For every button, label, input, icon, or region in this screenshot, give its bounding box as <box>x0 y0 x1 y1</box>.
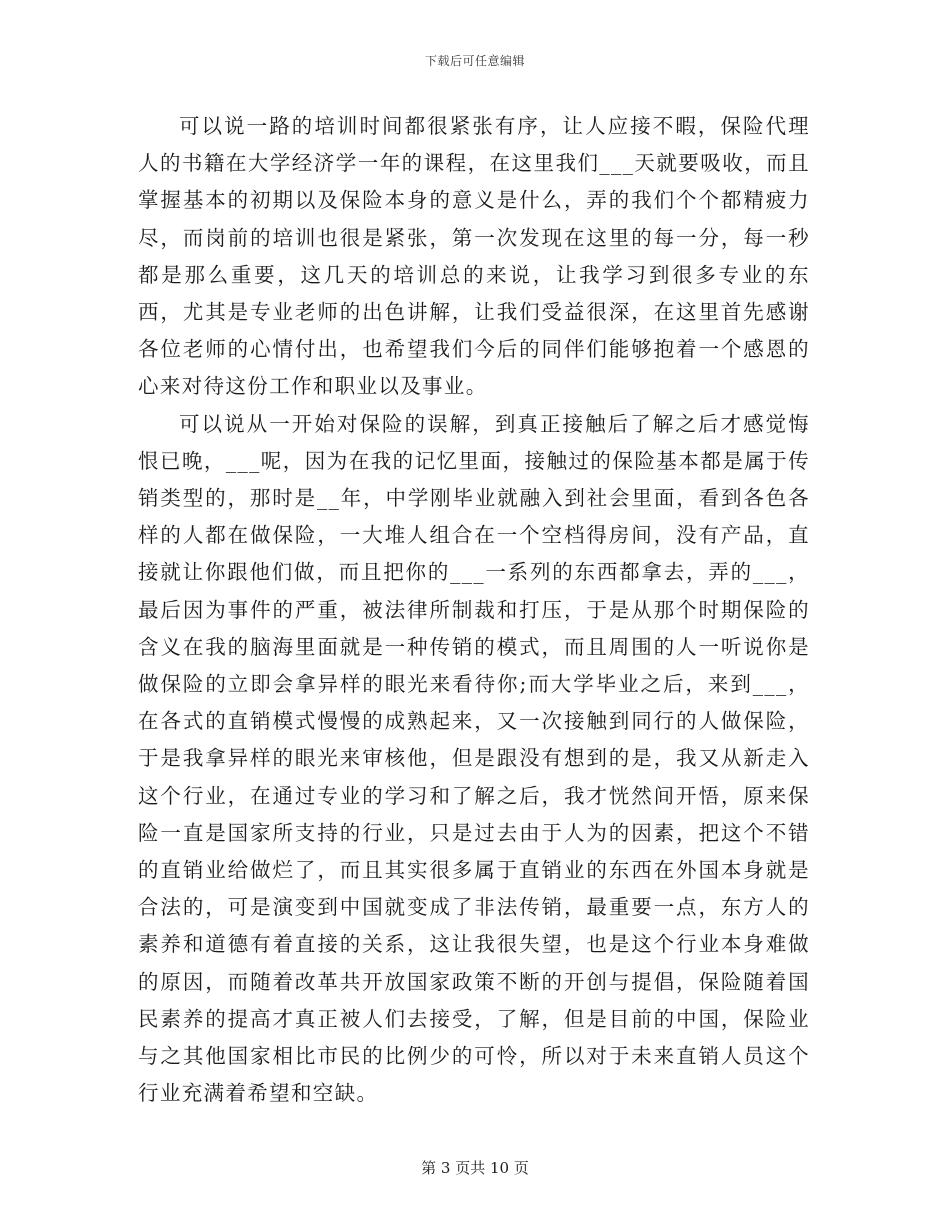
paragraph-1: 可以说一路的培训时间都很紧张有序，让人应接不暇，保险代理人的书籍在大学经济学一年的课程，在这里我们___天就要吸收，而且掌握基本的初期以及保险本身的意义是什么，弄的我们个个都精疲力尽，而岗前的培训也很是紧张，第一次发现在这里的每一分，每一秒都是那么重要，这几天的培训总的来说，让我学习到很多专业的东西，尤其是专业老师的出色讲解，让我们受益很深，在这里首先感谢各位老师的心情付出，也希望我们今后的同伴们能够抱着一个感恩的心来对待这份工作和职业以及事业。 <box>138 114 810 399</box>
paragraph-2: 可以说从一开始对保险的误解，到真正接触后了解之后才感觉悔恨已晚，___呢，因为在我的记忆里面，接触过的保险基本都是属于传销类型的，那时是__年，中学刚毕业就融入到社会里面，看到各色各样的人都在做保险，一大堆人组合在一个空档得房间，没有产品，直接就让你跟他们做，而且把你的___一系列的东西都拿去，弄的___，最后因为事件的严重，被法律所制裁和打压，于是从那个时期保险的含义在我的脑海里面就是一种传销的模式，而且周围的人一听说你是做保险的立即会拿异样的眼光来看待你;而大学毕业之后，来到___，在各式的直销模式慢慢的成熟起来，又一次接触到同行的人做保险，于是我拿异样的眼光来审核他，但是跟没有想到的是，我又从新走入这个行业，在通过专业的学习和了解之后，我才恍然间开悟，原来保险一直是国家所支持的行业，只是过去由于人为的因素，把这个不错的直销业给做烂了，而且其实很多属于直销业的东西在外国本身就是合法的，可是演变到中国就变成了非法传销，最重要一点，东方人的素养和道德有着直接的关系，这让我很失望，也是这个行业本身难做的原因，而随着改革共开放国家政策不断的开创与提倡，保险随着国民素养的提高才真正被人们去接受，了解，但是目前的中国，保险业与之其他国家相比市民的比例少的可怜，所以对于未来直销人员这个行业充满着希望和空缺。 <box>138 411 810 1106</box>
page-number-footer: 第 3 页共 10 页 <box>421 1159 529 1177</box>
body-text <box>138 108 810 1112</box>
page-header: 下载后可任意编辑 <box>424 54 525 68</box>
